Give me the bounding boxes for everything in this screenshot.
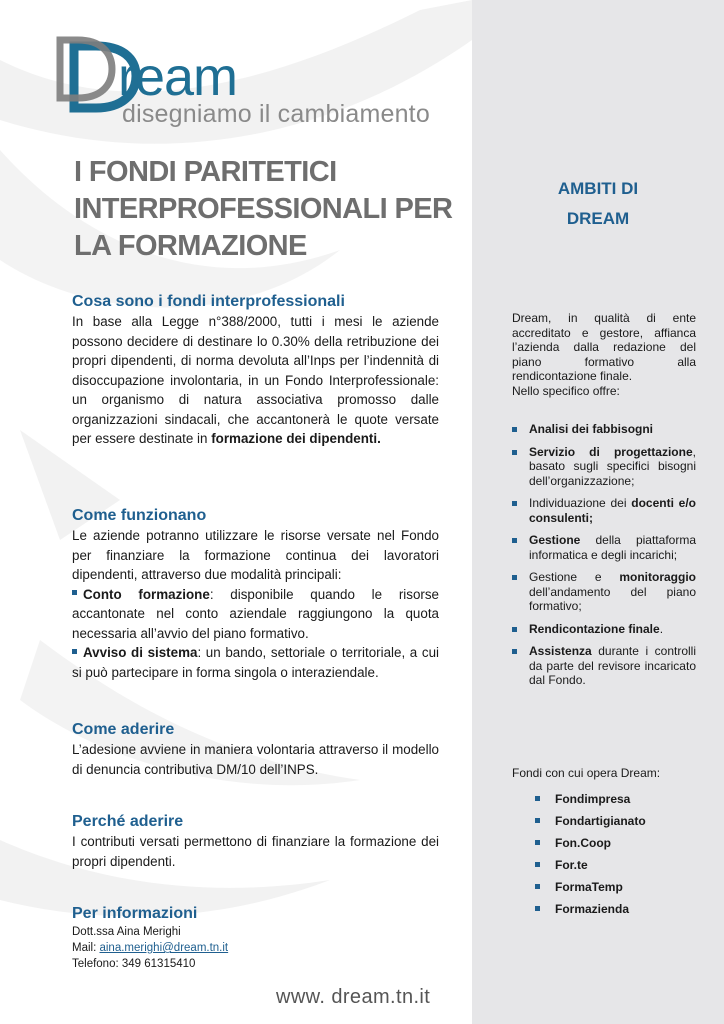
- logo-wordmark: ream: [118, 47, 238, 107]
- section-title: Per informazioni: [72, 905, 198, 922]
- bullet-square-icon: [512, 427, 517, 432]
- sidebar-title-line: DREAM: [566, 209, 630, 228]
- list-item: [512, 496, 696, 525]
- funds-intro: Fondi con cui opera Dream:: [512, 766, 661, 780]
- bullet-bold: Conto formazione: [83, 586, 210, 602]
- bullet-square-icon: [512, 501, 517, 506]
- list-item: [512, 622, 696, 637]
- item-bold: Assistenza: [529, 644, 592, 658]
- item-text: Individuazione dei: [529, 496, 632, 510]
- bullet-avviso-sistema: [72, 643, 439, 682]
- bullet-square-icon: [512, 450, 517, 455]
- sidebar-intro: [512, 311, 696, 398]
- section-text: [72, 312, 439, 449]
- section-cosa-sono: [72, 292, 439, 449]
- item-text: durante i controlli da parte del revisore incaricato dal Fondo.: [529, 644, 696, 687]
- section-title: Come aderire: [72, 721, 175, 738]
- sidebar-intro-text: Dream, in qualità di ente accreditato e gestore, affianca l’azienda dalla redazione del piano formativo alla rendicontazione finale.: [512, 311, 696, 383]
- services-list: [512, 422, 696, 696]
- section-perche-aderire: [72, 812, 439, 871]
- sidebar-title: [472, 174, 724, 234]
- item-bold: monitoraggio: [619, 570, 696, 584]
- section-text-bold: formazione dei dipendenti.: [211, 431, 381, 446]
- page-title-line: INTERPROFESSIONALI PER: [74, 193, 453, 225]
- website-url[interactable]: www. dream.tn.it: [276, 986, 431, 1008]
- fund-name: FormaTemp: [555, 880, 623, 894]
- bullet-square-icon: [512, 575, 517, 580]
- list-item: [535, 832, 646, 854]
- bullet-square-icon: [535, 840, 540, 845]
- page-title-line: LA FORMAZIONE: [74, 230, 307, 262]
- fund-name: Fondartigianato: [555, 814, 646, 828]
- section-per-informazioni: [72, 904, 439, 972]
- bullet-square-icon: [72, 649, 77, 654]
- bullet-square-icon: [72, 590, 77, 595]
- item-text: dell’andamento del piano formativo;: [529, 584, 696, 613]
- item-text: della piattaforma informatica e degli incarichi;: [529, 533, 696, 562]
- contact-mail-label: Mail:: [72, 942, 100, 954]
- sidebar-title-line: AMBITI DI: [557, 179, 639, 198]
- list-item: [512, 644, 696, 688]
- bullet-square-icon: [535, 796, 540, 801]
- bullet-square-icon: [535, 818, 540, 823]
- logo-tagline: disegniamo il cambiamento: [122, 100, 430, 128]
- bullet-square-icon: [535, 862, 540, 867]
- item-bold: Analisi dei fabbisogni: [529, 422, 654, 436]
- page-title: [74, 154, 464, 265]
- section-come-funzionano: [72, 506, 439, 682]
- fund-name: Formazienda: [555, 902, 630, 916]
- contact-phone: Telefono: 349 61315410: [72, 958, 196, 970]
- section-text: I contributi versati permettono di finanziare la formazione dei propri dipendenti.: [72, 834, 439, 869]
- contact-mail: [72, 940, 439, 956]
- contact-name: Dott.ssa Aina Merighi: [72, 926, 181, 938]
- list-item: [512, 445, 696, 489]
- list-item: [535, 898, 646, 920]
- section-title: Perché aderire: [72, 813, 184, 830]
- item-bold: Servizio di progettazione: [529, 444, 693, 459]
- item-text: .: [659, 621, 664, 636]
- section-text: L’adesione avviene in maniera volontaria attraverso il modello di denuncia contributiva DM/10 dell’INPS.: [72, 742, 439, 777]
- section-text-body: In base alla Legge n°388/2000, tutti i mesi le aziende possono decidere di destinare lo 0.30% della retribuzione dei propri dipendenti, di norma devoluta all’Inps per l’indennità di disoccupazione involontaria, in un Fondo Interprofessionale: un organismo di natura associativa promosso dalle organizzazioni sindacali, che accantonerà le quote versate per essere destinate in: [72, 314, 439, 446]
- section-text: Le aziende potranno utilizzare le risorse versate nel Fondo per finanziare la formazione continua dei lavoratori dipendenti, attraverso due modalità principali:: [72, 528, 439, 582]
- list-item: [535, 788, 646, 810]
- item-text: Gestione e: [529, 570, 620, 584]
- logo: [52, 36, 452, 136]
- fund-name: Fon.Coop: [555, 836, 611, 850]
- item-text: , basato sugli specifici bisogni dell’organizzazione;: [529, 444, 696, 488]
- item-bold: Gestione: [529, 533, 581, 547]
- section-title: Cosa sono i fondi interprofessionali: [72, 293, 345, 310]
- funds-list: [535, 788, 646, 920]
- item-bold: docenti e/o consulenti;: [529, 496, 697, 525]
- bullet-square-icon: [512, 627, 517, 632]
- bullet-square-icon: [535, 906, 540, 911]
- list-item: [512, 422, 696, 437]
- fund-name: For.te: [555, 858, 588, 872]
- bullet-square-icon: [512, 649, 517, 654]
- list-item: [535, 876, 646, 898]
- section-title: Come funzionano: [72, 507, 207, 524]
- bullet-text: : disponibile quando le risorse accantonate nel conto aziendale raggiungono la quota necessaria all’avvio del piano formativo.: [72, 586, 439, 641]
- bullet-bold: Avviso di sistema: [83, 645, 198, 660]
- list-item: [535, 810, 646, 832]
- bullet-square-icon: [512, 538, 517, 543]
- list-item: [512, 570, 696, 614]
- contact-mail-link[interactable]: aina.merighi@dream.tn.it: [99, 942, 229, 954]
- page-title-line: I FONDI PARITETICI: [74, 156, 337, 188]
- fund-name: Fondimpresa: [555, 792, 631, 806]
- bullet-square-icon: [535, 884, 540, 889]
- bullet-text: : un bando, settoriale o territoriale, a cui si può partecipare in forma singola o interaziendale.: [72, 645, 439, 680]
- list-item: [512, 533, 696, 562]
- list-item: [535, 854, 646, 876]
- item-bold: Rendicontazione finale: [529, 621, 660, 636]
- bullet-conto-formazione: [72, 585, 439, 644]
- section-come-aderire: [72, 720, 439, 779]
- sidebar-intro-text: Nello specifico offre:: [512, 383, 620, 398]
